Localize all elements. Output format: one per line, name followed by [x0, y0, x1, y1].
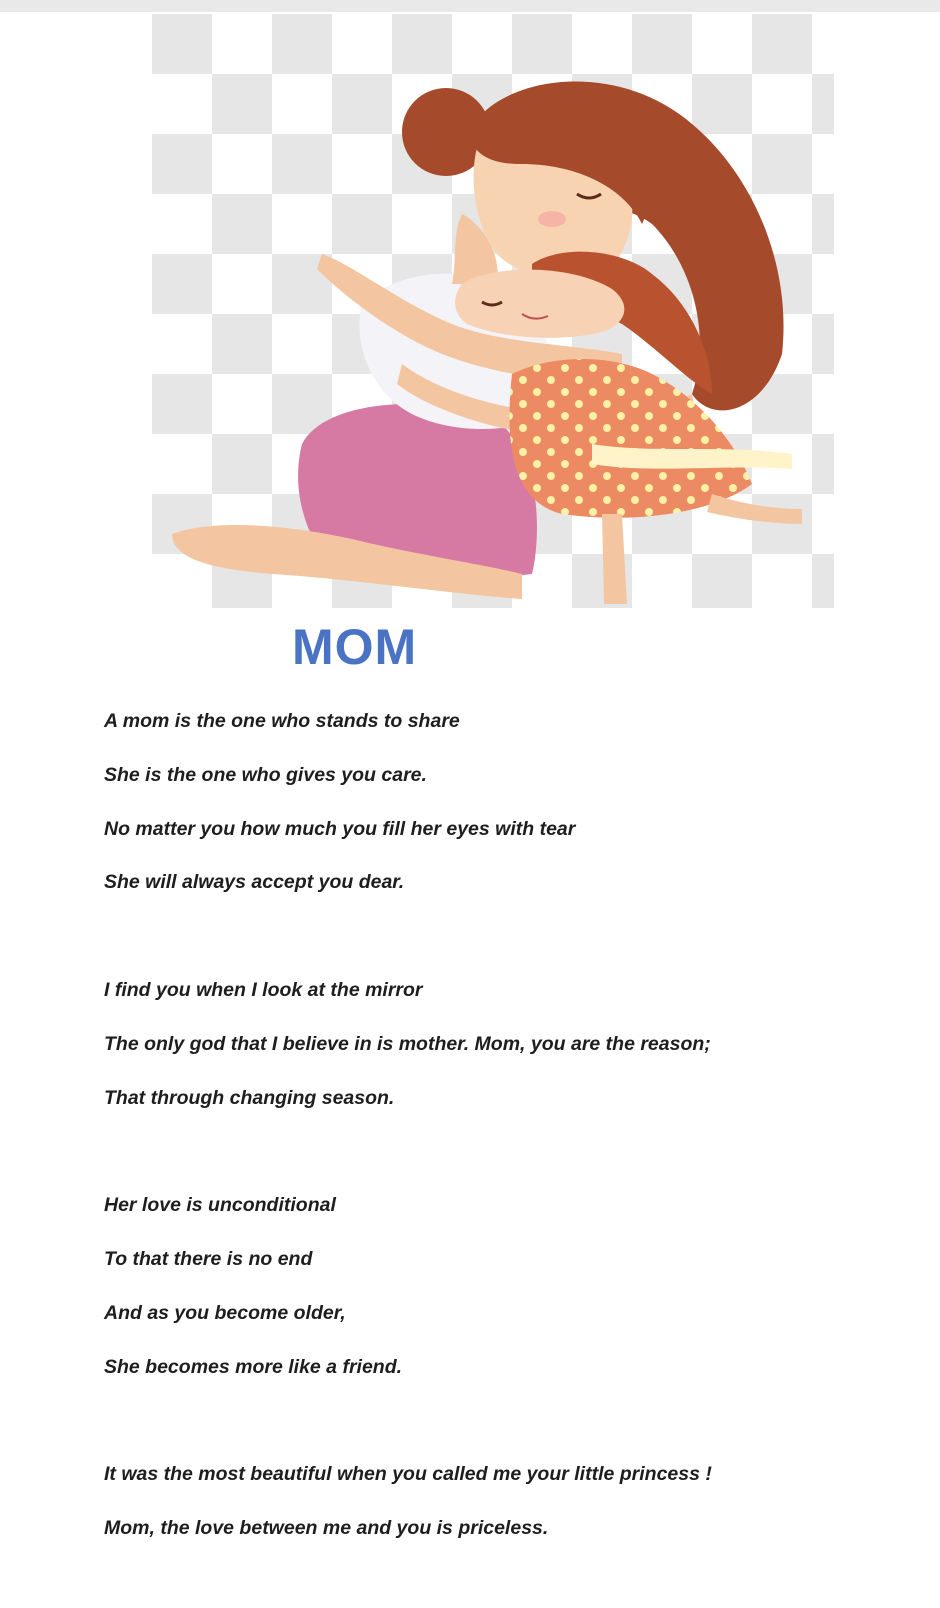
- poem-line: To that there is no end: [104, 1247, 313, 1270]
- poem-line: She is the one who gives you care.: [104, 763, 427, 786]
- poem-line: She becomes more like a friend.: [104, 1355, 403, 1378]
- poem-line: Mom, the love between me and you is priceless.: [104, 1516, 549, 1539]
- poem-line: Her love is unconditional: [104, 1194, 336, 1217]
- poem-line: That through changing season.: [104, 1086, 395, 1109]
- top-strip: [0, 0, 940, 12]
- poem-body: [104, 708, 884, 1569]
- poem-line: No matter you how much you fill her eyes with tear: [104, 817, 576, 840]
- poem-line: And as you become older,: [104, 1301, 346, 1324]
- poem-line: The only god that I believe in is mother. Mom, you are the reason;: [104, 1032, 711, 1055]
- poem-line: I find you when I look at the mirror: [104, 978, 423, 1001]
- stanza-4: [104, 1461, 884, 1569]
- stanza-spacer: [104, 1138, 884, 1192]
- stanza-3: [104, 1192, 884, 1407]
- stanza-spacer: [104, 1407, 884, 1461]
- stanza-2: [104, 977, 884, 1138]
- poem-line: It was the most beautiful when you called me your little princess !: [104, 1463, 712, 1486]
- stanza-1: [104, 708, 884, 923]
- stanza-spacer: [104, 923, 884, 977]
- poem-line: She will always accept you dear.: [104, 871, 405, 894]
- poem-line: A mom is the one who stands to share: [104, 710, 460, 732]
- poem-title: MOM: [292, 619, 418, 675]
- mother-hugging-daughter-illustration: [152, 14, 834, 608]
